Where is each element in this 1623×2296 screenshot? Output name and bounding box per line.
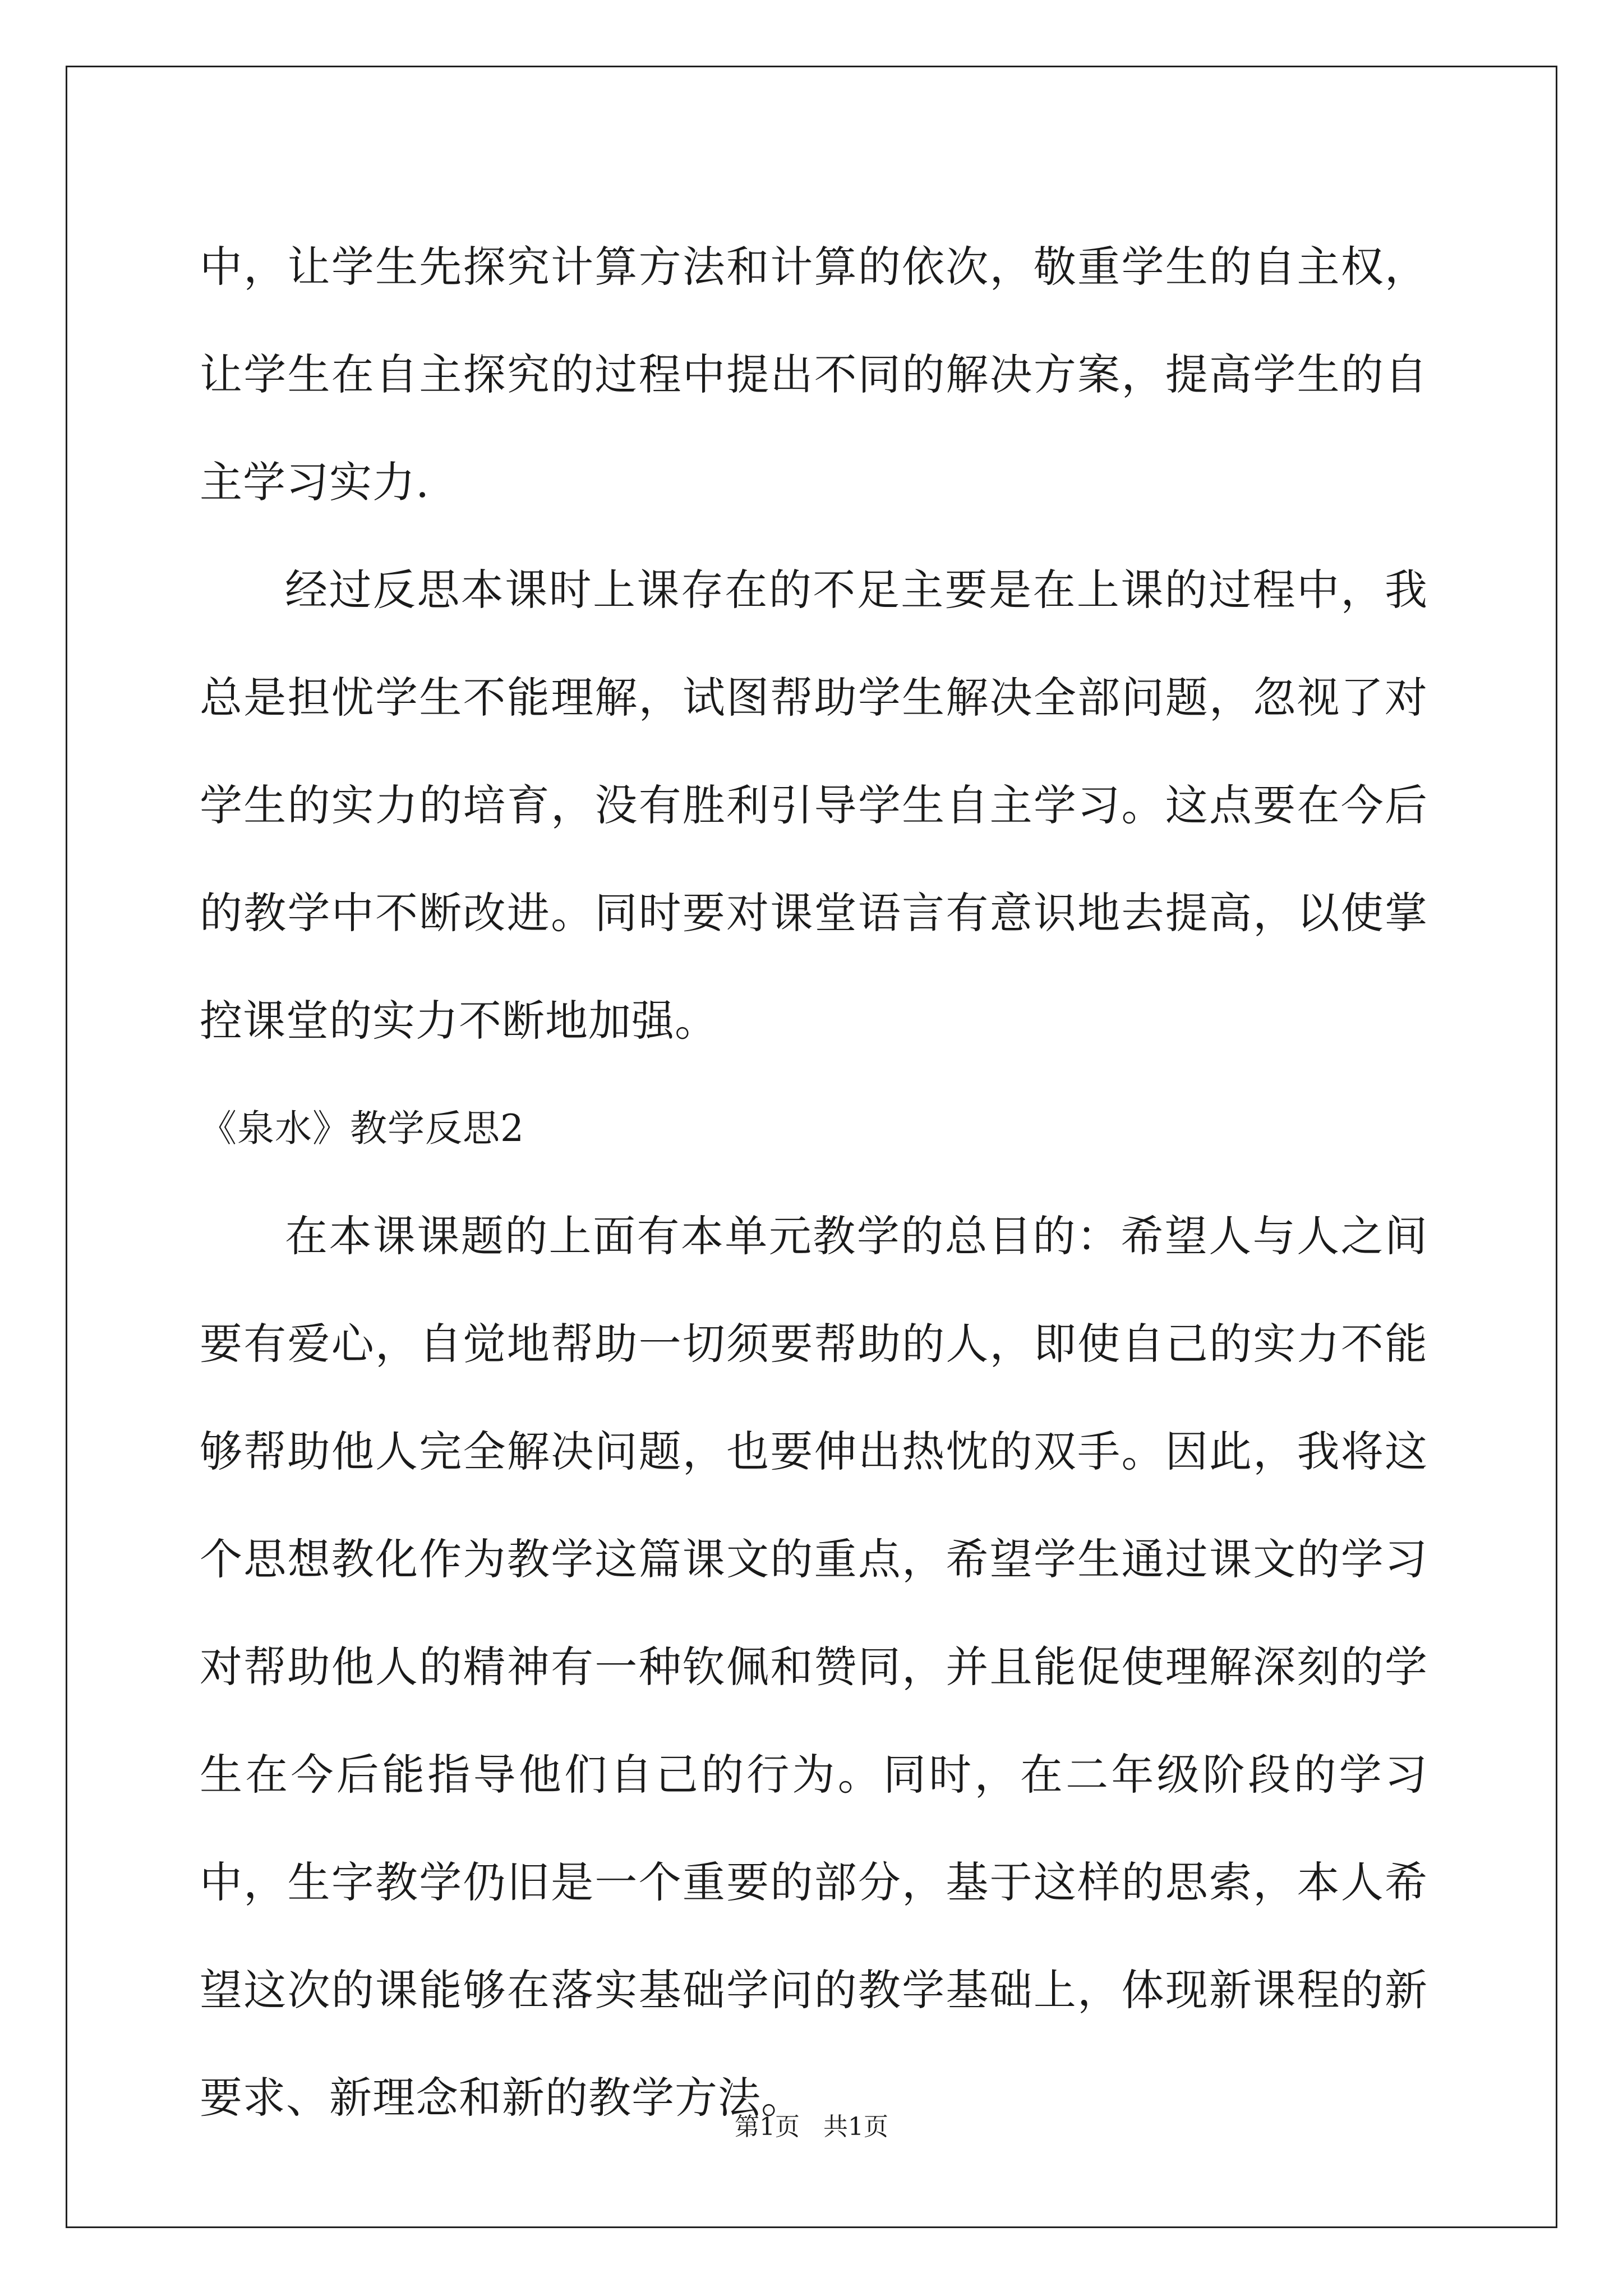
page-footer: 第1页 共1页 (735, 2113, 888, 2141)
paragraph-continuation: 中，让学生先探究计算方法和计算的依次，敬重学生的自主权，让学生在自主探究的过程中提出不同的解决方案，提高学生的自主学习实力. (200, 242, 1428, 507)
section-heading: 《泉水》教学反思2 (200, 1107, 524, 1150)
paragraph-section: 在本课课题的上面有本单元教学的总目的：希望人与人之间要有爱心，自觉地帮助一切须要帮助的人，即使自己的实力不能够帮助他人完全解决问题，也要伸出热忱的双手。因此，我将这个思想教化作为教学这篇课文的重点，希望学生通过课文的学习对帮助他人的精神有一种钦佩和赞同，并且能促使理解深刻的学生在今后能指导他们自己的行为。同时，在二年级阶段的学习中，生字教学仍旧是一个重要的部分，基于这样的思索，本人希望这次的课能够在落实基础学问的教学基础上，体现新课程的新要求、新理念和新的教学方法。 (200, 1211, 1428, 2123)
document-body (200, 213, 1428, 2152)
paragraph-reflection: 经过反思本课时上课存在的不足主要是在上课的过程中，我总是担忧学生不能理解，试图帮助学生解决全部问题，忽视了对学生的实力的培育，没有胜利引导学生自主学习。这点要在今后的教学中不断改进。同时要对课堂语言有意识地去提高，以使掌控课堂的实力不断地加强。 (200, 565, 1428, 1046)
